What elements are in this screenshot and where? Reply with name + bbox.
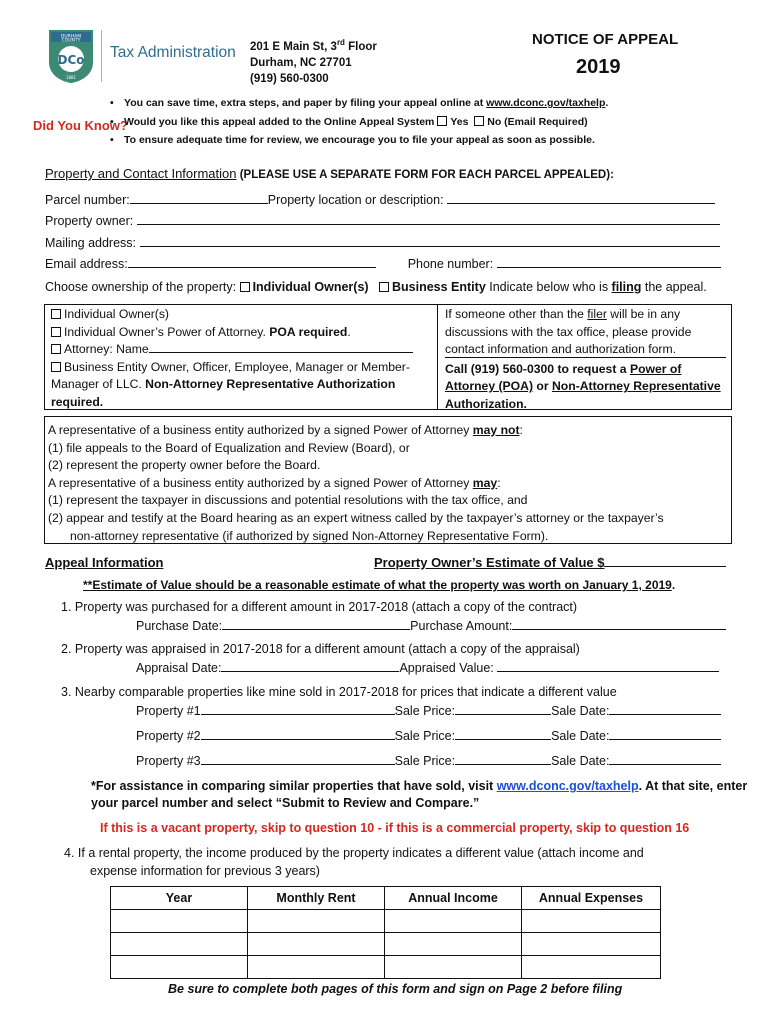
income-table bbox=[110, 886, 661, 979]
table-cell[interactable] bbox=[385, 933, 522, 956]
logo-mid-text: COUNTY bbox=[61, 38, 81, 44]
question-3: 3. Nearby comparable properties like mine sold in 2017-2018 for prices that indicate a different value bbox=[61, 685, 617, 699]
filer-note-divider bbox=[445, 357, 726, 358]
office-address bbox=[250, 35, 377, 87]
appraisal-date-field[interactable] bbox=[221, 660, 399, 672]
address-line1: 201 E Main St, 3 bbox=[250, 40, 337, 53]
filer-options-divider bbox=[437, 304, 438, 410]
form-year: 2019 bbox=[576, 56, 621, 78]
ownership-individual-checkbox[interactable] bbox=[240, 282, 250, 292]
comp-3-address-field[interactable] bbox=[201, 753, 395, 765]
filer-poa-checkbox[interactable] bbox=[51, 327, 61, 337]
property-owner-field[interactable] bbox=[137, 213, 720, 225]
ownership-business-checkbox[interactable] bbox=[379, 282, 389, 292]
estimate-value-field[interactable] bbox=[604, 555, 726, 567]
comp-1-date-field[interactable] bbox=[609, 703, 721, 715]
filer-attorney-checkbox[interactable] bbox=[51, 344, 61, 354]
parcel-number-field[interactable] bbox=[130, 192, 268, 204]
table-cell[interactable] bbox=[385, 956, 522, 979]
county-seal-logo bbox=[45, 28, 97, 84]
owner-row: Property owner: bbox=[45, 213, 720, 228]
filer-individual-checkbox[interactable] bbox=[51, 309, 61, 319]
table-row bbox=[111, 956, 661, 979]
comp-property-3: Property #3 Sale Price: Sale Date: bbox=[136, 753, 721, 768]
phone-number-field[interactable] bbox=[497, 256, 721, 268]
comp-1-price-field[interactable] bbox=[455, 703, 551, 715]
did-you-know-label: Did You Know? bbox=[33, 118, 128, 133]
filer-options-list: Individual Owner(s) Individual Owner’s Power of Attorney. POA required. Attorney: Name Business Entity Owner, Officer, Employee, Manager or Member-Manager of LLC. Non-Attorney Representative Authorization required. bbox=[51, 306, 431, 412]
email-address-field[interactable] bbox=[128, 256, 376, 268]
question-4: 4. If a rental property, the income produced by the property indicates a different value (attach income and bbox=[64, 846, 644, 860]
comp-property-2: Property #2 Sale Price: Sale Date: bbox=[136, 728, 721, 743]
question-1: 1. Property was purchased for a different amount in 2017-2018 (attach a copy of the contract) bbox=[61, 600, 578, 614]
filer-business-checkbox[interactable] bbox=[51, 362, 61, 372]
tip-file-early: • To ensure adequate time for review, we encourage you to file your appeal as soon as possible. bbox=[110, 131, 608, 150]
appeal-heading: Appeal Information bbox=[45, 555, 164, 570]
ownership-row: Choose ownership of the property: Individual Owner(s) Business Entity Indicate below who is filing the appeal. bbox=[45, 280, 707, 294]
col-annual-expenses: Annual Expenses bbox=[522, 887, 661, 910]
comp-3-date-field[interactable] bbox=[609, 753, 721, 765]
col-annual-income: Annual Income bbox=[385, 887, 522, 910]
comp-2-date-field[interactable] bbox=[609, 728, 721, 740]
comp-property-1: Property #1 Sale Price: Sale Date: bbox=[136, 703, 721, 718]
attorney-name-field[interactable] bbox=[149, 341, 413, 353]
office-phone: (919) 560-0300 bbox=[250, 72, 329, 85]
footer-note: Be sure to complete both pages of this form and sign on Page 2 before filing bbox=[168, 982, 623, 996]
parcel-row: Parcel number: Property location or description: bbox=[45, 192, 715, 207]
filer-contact-note: If someone other than the filer will be in any discussions with the tax office, please provide contact information and authorization form. Call (919) 560-0300 to request a Power of Attorney (POA) or Non-Attorney Representative Authorization. bbox=[445, 307, 721, 411]
logo-top-text: DURHAM bbox=[60, 34, 82, 40]
tip-online-system: • Would you like this appeal added to the Online Appeal System Yes No (Email Required) bbox=[110, 113, 608, 132]
poa-link[interactable]: Power of Attorney (POA) bbox=[445, 361, 682, 394]
q1-fields: Purchase Date: Purchase Amount: bbox=[136, 618, 726, 633]
email-phone-row: Email address: Phone number: bbox=[45, 256, 721, 271]
logo-divider bbox=[101, 30, 102, 82]
table-cell[interactable] bbox=[248, 956, 385, 979]
table-cell[interactable] bbox=[522, 910, 661, 933]
address-line2: Durham, NC 27701 bbox=[250, 56, 352, 69]
mailing-address-field[interactable] bbox=[140, 235, 720, 247]
table-cell[interactable] bbox=[111, 956, 248, 979]
address-sup: rd bbox=[336, 38, 345, 47]
assist-note: *For assistance in comparing similar properties that have sold, visit www.dconc.gov/taxhelp. At that site, enter bbox=[91, 779, 748, 793]
online-no-checkbox[interactable] bbox=[474, 116, 484, 126]
comp-3-price-field[interactable] bbox=[455, 753, 551, 765]
page-title: NOTICE OF APPEAL bbox=[532, 31, 679, 48]
skip-note: If this is a vacant property, skip to question 10 - if this is a commercial property, skip to question 16 bbox=[100, 821, 690, 835]
table-cell[interactable] bbox=[111, 910, 248, 933]
logo-mono: DCo bbox=[57, 53, 85, 67]
question-2: 2. Property was appraised in 2017-2018 for a different amount (attach a copy of the appraisal) bbox=[61, 642, 580, 656]
taxhelp-compare-link[interactable]: www.dconc.gov/taxhelp bbox=[496, 779, 639, 793]
col-monthly-rent: Monthly Rent bbox=[248, 887, 385, 910]
tip-online: • You can save time, extra steps, and paper by filing your appeal online at www.dconc.gov/taxhelp. bbox=[110, 94, 608, 113]
mailing-row: Mailing address: bbox=[45, 235, 720, 250]
property-contact-heading: Property and Contact Information (PLEASE USE A SEPARATE FORM FOR EACH PARCEL APPEALED): bbox=[45, 166, 614, 181]
table-cell[interactable] bbox=[522, 956, 661, 979]
q2-fields: Appraisal Date: Appraised Value: bbox=[136, 660, 719, 675]
property-location-field[interactable] bbox=[447, 192, 715, 204]
table-cell[interactable] bbox=[385, 910, 522, 933]
table-cell[interactable] bbox=[111, 933, 248, 956]
estimate-row: Property Owner’s Estimate of Value $ bbox=[374, 555, 726, 570]
estimate-note: **Estimate of Value should be a reasonable estimate of what the property was worth on January 1, 2019. bbox=[83, 578, 676, 592]
purchase-date-field[interactable] bbox=[222, 618, 410, 630]
comp-2-address-field[interactable] bbox=[201, 728, 395, 740]
purchase-amount-field[interactable] bbox=[512, 618, 726, 630]
table-cell[interactable] bbox=[522, 933, 661, 956]
comp-2-price-field[interactable] bbox=[455, 728, 551, 740]
income-table-header bbox=[111, 887, 661, 910]
dept-name: Tax Administration bbox=[110, 44, 236, 61]
assist-note-2: your parcel number and select “Submit to Review and Compare.” bbox=[91, 796, 480, 810]
col-year: Year bbox=[111, 887, 248, 910]
representation-text: A representative of a business entity authorized by a signed Power of Attorney may not: (1) file appeals to the Board of Equalization and Review (Board), or (2) represent the property owner before the Board. A representative of a business entity authorized by a signed Power of Attorney may: (1) represent the taxpayer in discussions and potential resolutions with the tax office, and (2) appear and testify at the Board hearing as an expert witness called by the taxpayer’s attorney or the taxpayer’s non-attorney representative (if authorized by signed Non-Attorney Representative Form). bbox=[48, 423, 664, 543]
address-line1-end: Floor bbox=[344, 40, 377, 53]
did-you-know-list bbox=[110, 94, 608, 150]
table-row bbox=[111, 910, 661, 933]
appraised-value-field[interactable] bbox=[497, 660, 719, 672]
taxhelp-link[interactable]: www.dconc.gov/taxhelp bbox=[486, 97, 606, 109]
online-yes-checkbox[interactable] bbox=[437, 116, 447, 126]
table-row bbox=[111, 933, 661, 956]
non-attorney-auth-link[interactable]: Non-Attorney Representative Authorization bbox=[445, 379, 721, 411]
question-4-cont: expense information for previous 3 years) bbox=[90, 864, 320, 878]
table-cell[interactable] bbox=[248, 910, 385, 933]
comp-1-address-field[interactable] bbox=[201, 703, 395, 715]
logo-year: 1881 bbox=[65, 75, 77, 80]
table-cell[interactable] bbox=[248, 933, 385, 956]
